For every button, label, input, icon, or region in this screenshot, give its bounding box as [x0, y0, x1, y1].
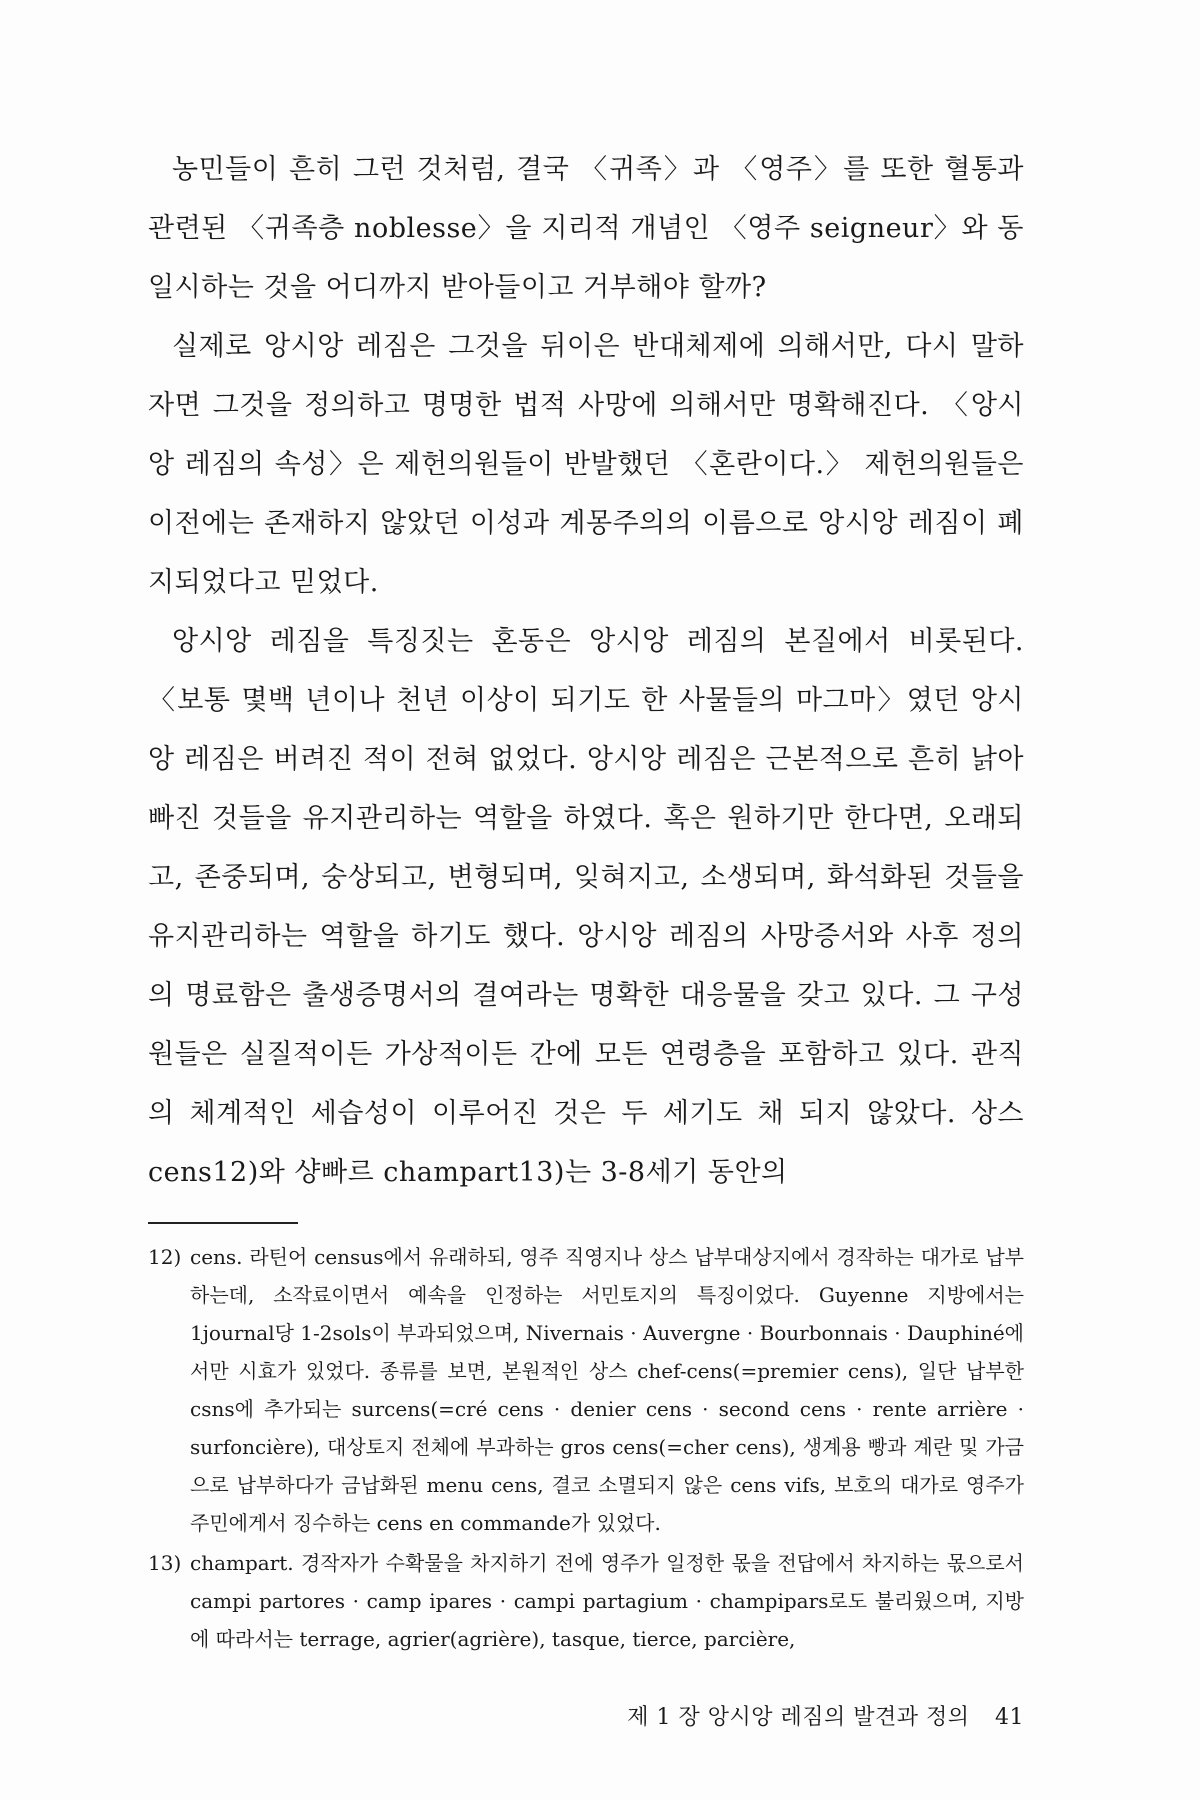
footnote-12: [148, 1238, 1024, 1542]
footnote-text: champart. 경작자가 수확물을 차지하기 전에 영주가 일정한 몫을 전답에서 차지하는 몫으로서 campi partores · camp ipares · campi partagium · champipars로도 불리웠으며, 지방에 따라서는 terrage, agrier(agrière), tasque, tierce, parcière,: [190, 1551, 1024, 1651]
paragraph-3: 앙시앙 레짐을 특징짓는 혼동은 앙시앙 레짐의 본질에서 비롯된다. 〈보통 몇백 년이나 천년 이상이 되기도 한 사물들의 마그마〉였던 앙시앙 레짐은 버려진 적이 전혀 없었다. 앙시앙 레짐은 근본적으로 흔히 낡아빠진 것들을 유지관리하는 역할을 하였다. 혹은 원하기만 한다면, 오래되고, 존중되며, 숭상되고, 변형되며, 잊혀지고, 소생되며, 화석화된 것들을 유지관리하는 역할을 하기도 했다. 앙시앙 레짐의 사망증서와 사후 정의의 명료함은 출생증명서의 결여라는 명확한 대응물을 갖고 있다. 그 구성원들은 실질적이든 가상적이든 간에 모든 연령층을 포함하고 있다. 관직의 체계적인 세습성이 이루어진 것은 두 세기도 채 되지 않았다. 상스 cens12)와 샹빠르 champart13)는 3-8세기 동안의: [148, 626, 1024, 1188]
footnote-text: cens. 라틴어 census에서 유래하되, 영주 직영지나 상스 납부대상지에서 경작하는 대가로 납부하는데, 소작료이면서 예속을 인정하는 서민토지의 특징이었다. Guyenne 지방에서는 1journal당 1-2sols이 부과되었으며, Nivernais · Auvergne · Bourbonnais · Dauphiné에서만 시효가 있었다. 종류를 보면, 본원적인 상스 chef-cens(=premier cens), 일단 납부한 csns에 추가되는 surcens(=cré cens · denier cens · second cens · rente arrière · surfoncière), 대상토지 전체에 부과하는 gros cens(=cher cens), 생계용 빵과 계란 및 가금으로 납부하다가 금납화된 menu cens, 결코 소멸되지 않은 cens vifs, 보호의 대가로 영주가 주민에게서 징수하는 cens en commande가 있었다.: [190, 1245, 1024, 1535]
footnote-divider: [148, 1222, 298, 1224]
paragraph-2: 실제로 앙시앙 레짐은 그것을 뒤이은 반대체제에 의해서만, 다시 말하자면 그것을 정의하고 명명한 법적 사망에 의해서만 명확해진다. 〈앙시앙 레짐의 속성〉은 제헌의원들이 반발했던 〈혼란이다.〉 제헌의원들은 이전에는 존재하지 않았던 이성과 계몽주의의 이름으로 앙시앙 레짐이 폐지되었다고 믿었다.: [148, 331, 1024, 598]
footnotes: [148, 1238, 1024, 1658]
running-footer: [627, 1700, 1024, 1731]
paragraph-1: 농민들이 흔히 그런 것처럼, 결국 〈귀족〉과 〈영주〉를 또한 혈통과 관련된 〈귀족층 noblesse〉을 지리적 개념인 〈영주 seigneur〉와 동일시하는 것을 어디까지 받아들이고 거부해야 할까?: [148, 154, 1024, 303]
footnote-number: 13): [148, 1551, 182, 1575]
footnote-13: [148, 1544, 1024, 1658]
body-text: [148, 140, 1024, 1202]
footnote-number: 12): [148, 1245, 182, 1269]
page-number: 41: [995, 1705, 1024, 1730]
page-content: [148, 140, 1024, 1660]
chapter-title: 제 1 장 앙시앙 레짐의 발견과 정의: [627, 1705, 970, 1730]
